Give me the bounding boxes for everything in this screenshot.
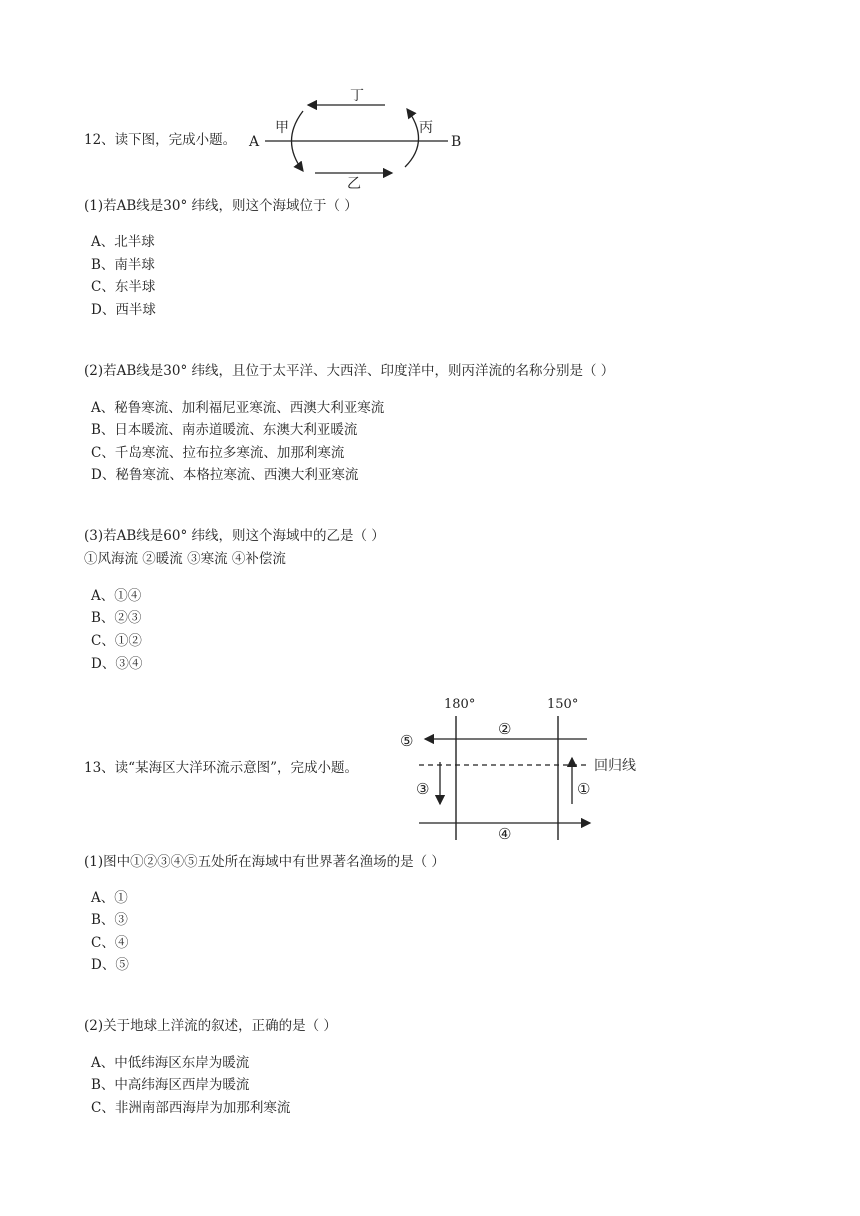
label-circle-5: ⑤ bbox=[400, 732, 414, 750]
label-yi: 乙 bbox=[347, 176, 361, 190]
q13-sub2-option-c[interactable]: C、非洲南部西海岸为加那利寒流 bbox=[91, 1100, 291, 1116]
q12-sub1-option-c[interactable]: C、东半球 bbox=[91, 279, 156, 295]
q12-sub2-option-a[interactable]: A、秘鲁寒流、加利福尼亚寒流、西澳大利亚寒流 bbox=[91, 400, 385, 416]
q12-sub1-option-d[interactable]: D、西半球 bbox=[91, 302, 156, 318]
label-circle-4: ④ bbox=[498, 825, 512, 842]
label-ding: 丁 bbox=[350, 88, 364, 104]
q12-sub3-option-c[interactable]: C、①② bbox=[91, 633, 142, 649]
q13-sub1-option-c[interactable]: C、④ bbox=[91, 935, 129, 951]
label-b: B bbox=[451, 134, 462, 150]
q12-sub2-option-d[interactable]: D、秘鲁寒流、本格拉寒流、西澳大利亚寒流 bbox=[91, 467, 359, 483]
label-180: 180° bbox=[444, 697, 476, 712]
label-jia: 甲 bbox=[275, 120, 289, 136]
label-circle-1: ① bbox=[577, 780, 591, 798]
q12-sub2-stem: (2)若AB线是30° 纬线，且位于太平洋、大西洋、印度洋中，则丙洋流的名称分别是（ ） bbox=[84, 363, 615, 379]
q12-ocean-current-figure bbox=[245, 84, 470, 190]
q13-ocean-circulation-figure bbox=[395, 692, 655, 842]
q12-intro: 12、读下图，完成小题。 bbox=[84, 132, 237, 148]
q12-sub3-option-a[interactable]: A、①④ bbox=[91, 588, 142, 604]
q12-sub3-option-b[interactable]: B、②③ bbox=[91, 610, 142, 626]
q12-sub1-option-a[interactable]: A、北半球 bbox=[91, 234, 155, 250]
q13-sub1-option-a[interactable]: A、① bbox=[91, 890, 128, 906]
q13-sub1-option-d[interactable]: D、⑤ bbox=[91, 957, 129, 973]
q13-sub2-option-b[interactable]: B、中高纬海区西岸为暖流 bbox=[91, 1077, 250, 1093]
q12-sub2-option-b[interactable]: B、日本暖流、南赤道暖流、东澳大利亚暖流 bbox=[91, 422, 358, 438]
q13-sub2-stem: (2)关于地球上洋流的叙述，正确的是（ ） bbox=[84, 1018, 337, 1034]
q12-sub3-choices: ①风海流 ②暖流 ③寒流 ④补偿流 bbox=[84, 551, 286, 567]
q12-sub1-stem: (1)若AB线是30° 纬线，则这个海域位于（ ） bbox=[84, 198, 358, 214]
q13-sub1-option-b[interactable]: B、③ bbox=[91, 912, 128, 928]
label-a: A bbox=[249, 134, 260, 150]
q13-sub2-option-a[interactable]: A、中低纬海区东岸为暖流 bbox=[91, 1055, 250, 1071]
q12-sub3-stem: (3)若AB线是60° 纬线，则这个海域中的乙是（ ） bbox=[84, 528, 385, 544]
q12-sub2-option-c[interactable]: C、千岛寒流、拉布拉多寒流、加那利寒流 bbox=[91, 445, 345, 461]
label-150: 150° bbox=[547, 697, 579, 712]
q12-sub3-option-d[interactable]: D、③④ bbox=[91, 656, 143, 672]
q13-intro: 13、读“某海区大洋环流示意图”，完成小题。 bbox=[84, 760, 358, 776]
label-bing: 丙 bbox=[419, 120, 433, 136]
label-circle-3: ③ bbox=[416, 780, 430, 798]
q13-sub1-stem: (1)图中①②③④⑤五处所在海域中有世界著名渔场的是（ ） bbox=[84, 854, 445, 870]
q12-sub1-option-b[interactable]: B、南半球 bbox=[91, 257, 155, 273]
label-circle-2: ② bbox=[498, 720, 512, 738]
label-tropic: 回归线 bbox=[594, 758, 636, 774]
